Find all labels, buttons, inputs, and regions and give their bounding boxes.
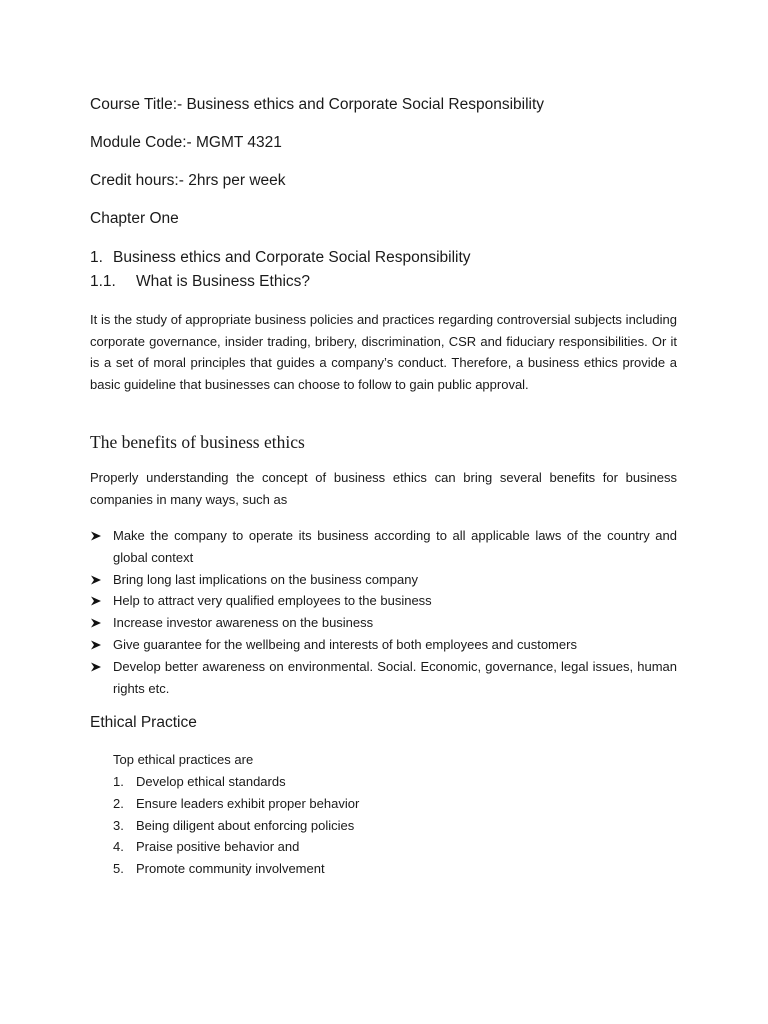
list-item: [90, 634, 677, 656]
module-code: Module Code:- MGMT 4321: [90, 134, 282, 151]
course-title: Course Title:- Business ethics and Corporate Social Responsibility: [90, 96, 545, 113]
list-item: [90, 612, 677, 634]
benefits-list: [90, 525, 677, 699]
benefits-heading: The benefits of business ethics: [90, 432, 305, 452]
arrow-bullet-icon: [90, 661, 102, 673]
credit-hours: Credit hours:- 2hrs per week: [90, 172, 286, 189]
section-1-title: Business ethics and Corporate Social Responsibility: [113, 249, 471, 266]
benefit-text: Develop better awareness on environmental. Social. Economic, governance, legal issues, human rights etc.: [113, 658, 677, 696]
section-1-1-number: 1.1.: [90, 273, 116, 290]
list-item: [113, 836, 359, 858]
list-number: 3.: [113, 817, 124, 833]
benefit-text: Make the company to operate its business according to all applicable laws of the country and global context: [113, 528, 677, 565]
practice-text: Promote community involvement: [136, 861, 325, 877]
ethical-practice-intro: Top ethical practices are: [113, 752, 254, 767]
ethical-practice-list: [113, 771, 359, 880]
practice-text: Praise positive behavior and: [136, 839, 300, 855]
list-item: [90, 590, 677, 612]
list-item: [113, 815, 359, 837]
arrow-bullet-icon: [90, 639, 102, 651]
arrow-bullet-icon: [90, 595, 102, 607]
practice-text: Ensure leaders exhibit proper behavior: [136, 795, 360, 811]
benefit-text: Bring long last implications on the business company: [113, 571, 418, 587]
arrow-bullet-icon: [90, 574, 102, 586]
list-item: [113, 771, 359, 793]
section-1-1-title: What is Business Ethics?: [136, 273, 311, 290]
list-number: 5.: [113, 861, 124, 877]
ethical-practice-heading: Ethical Practice: [90, 714, 197, 731]
list-item: [90, 525, 677, 569]
benefits-intro: Properly understanding the concept of business ethics can bring several benefits for business companies in many ways, such as: [90, 470, 677, 507]
definition-paragraph: It is the study of appropriate business policies and practices regarding controversial subjects including corporate governance, insider trading, bribery, discrimination, CSR and fiduciary responsibilities. Or it is a set of moral principles that guides a company’s conduct. Therefore, a business ethics provide a basic guideline that businesses can choose to follow to gain public approval.: [90, 312, 677, 392]
list-item: [90, 656, 677, 700]
practice-text: Develop ethical standards: [136, 774, 286, 789]
benefit-text: Give guarantee for the wellbeing and interests of both employees and customers: [113, 636, 577, 652]
benefit-text: Increase investor awareness on the business: [113, 615, 374, 631]
section-1-number: 1.: [90, 249, 103, 266]
list-item: [90, 569, 677, 591]
practice-text: Being diligent about enforcing policies: [136, 817, 355, 833]
arrow-bullet-icon: [90, 617, 102, 629]
list-number: 2.: [113, 795, 124, 811]
list-number: 1.: [113, 774, 124, 789]
list-number: 4.: [113, 839, 124, 855]
benefit-text: Help to attract very qualified employees to the business: [113, 593, 432, 609]
list-item: [113, 793, 359, 815]
list-item: [113, 858, 359, 880]
chapter-title: Chapter One: [90, 210, 179, 227]
arrow-bullet-icon: [90, 530, 102, 542]
